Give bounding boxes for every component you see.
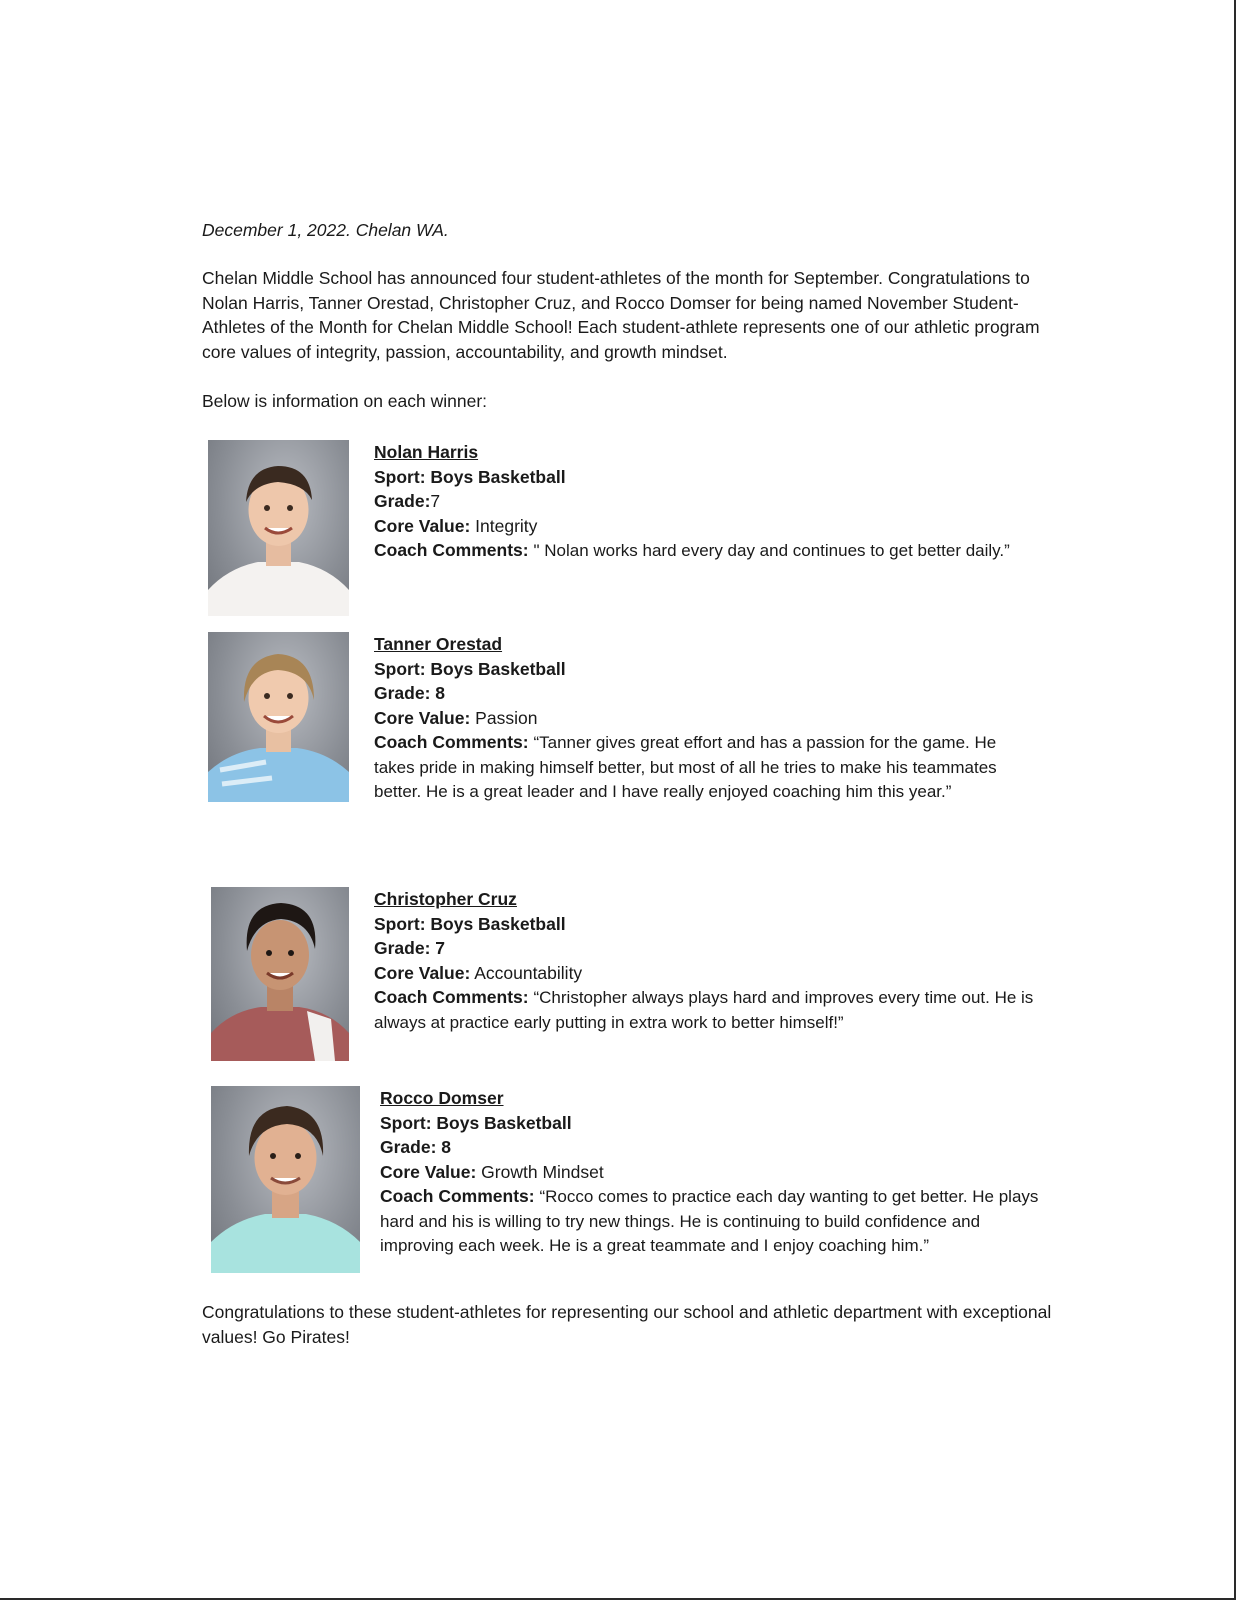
athlete-sport: Sport: Boys Basketball [380, 1112, 572, 1133]
coach-comments-label: Coach Comments: [374, 540, 529, 560]
coach-comments-label: Coach Comments: [380, 1186, 535, 1206]
coach-comment: " Nolan works hard every day and continues to get better daily.” [533, 541, 1010, 560]
coach-comment: “Rocco comes to practice each day wanting to get better. He plays hard and his is willing to try new things. He is continuing to build confidence and improving each week. He is a great teammate and I enjoy coaching him.” [380, 1187, 1039, 1255]
athlete-core-value: Passion [475, 707, 538, 728]
athlete-photo [211, 887, 349, 1061]
athlete-info [374, 440, 1010, 563]
core-value-label: Core Value: [374, 515, 471, 536]
athlete-core-value: Growth Mindset [481, 1161, 604, 1182]
athlete-sport: Sport: Boys Basketball [374, 913, 566, 934]
athlete-name: Rocco Domser [380, 1088, 504, 1108]
portrait-icon [208, 632, 349, 802]
athlete-info [380, 1086, 1040, 1258]
core-value-label: Core Value: [374, 962, 471, 983]
coach-comments-label: Coach Comments: [374, 987, 529, 1007]
athlete-grade: 7 [430, 491, 441, 511]
athlete-core-value: Accountability [474, 962, 583, 983]
winners-intro: Below is information on each winner: [202, 391, 488, 411]
athlete-core-value: Integrity [475, 515, 538, 536]
athlete-sport: Sport: Boys Basketball [374, 658, 566, 679]
coach-comment: “Tanner gives great effort and has a passion for the game. He takes pride in making himself better, but most of all he tries to make his teammates better. He is a great leader and I have really enjoyed coaching him this year.” [374, 733, 997, 801]
portrait-icon [211, 887, 349, 1061]
athlete-info [374, 632, 1039, 804]
closing-paragraph: Congratulations to these student-athletes for representing our school and athletic department with exceptional values! Go Pirates! [202, 1302, 1052, 1347]
athlete-sport: Sport: Boys Basketball [374, 466, 566, 487]
grade-label: Grade: 8 [380, 1137, 451, 1157]
core-value-label: Core Value: [374, 707, 471, 728]
athlete-name: Tanner Orestad [374, 634, 503, 654]
grade-label: Grade: [374, 491, 431, 511]
athlete-photo [208, 632, 349, 802]
portrait-icon [208, 440, 349, 616]
date-line: December 1, 2022. Chelan WA. [202, 220, 449, 240]
coach-comment: “Christopher always plays hard and improves every time out. He is always at practice early putting in extra work to better himself!” [374, 988, 1034, 1032]
athlete-photo [211, 1086, 360, 1273]
portrait-icon [211, 1086, 360, 1273]
athlete-name: Nolan Harris [374, 442, 479, 462]
grade-label: Grade: 7 [374, 938, 445, 958]
athlete-name: Christopher Cruz [374, 889, 517, 909]
athlete-info [374, 887, 1039, 1034]
athlete-photo [208, 440, 349, 616]
grade-label: Grade: 8 [374, 683, 445, 703]
intro-paragraph: Chelan Middle School has announced four student-athletes of the month for September. Congratulations to Nolan Harris, Tanner Orestad, Christopher Cruz, and Rocco Domser for being named November Student-Athletes of the Month for Chelan Middle School! Each student-athlete represents one of our athletic program core values of integrity, passion, accountability, and growth mindset. [202, 268, 1040, 362]
core-value-label: Core Value: [380, 1161, 477, 1182]
coach-comments-label: Coach Comments: [374, 732, 529, 752]
